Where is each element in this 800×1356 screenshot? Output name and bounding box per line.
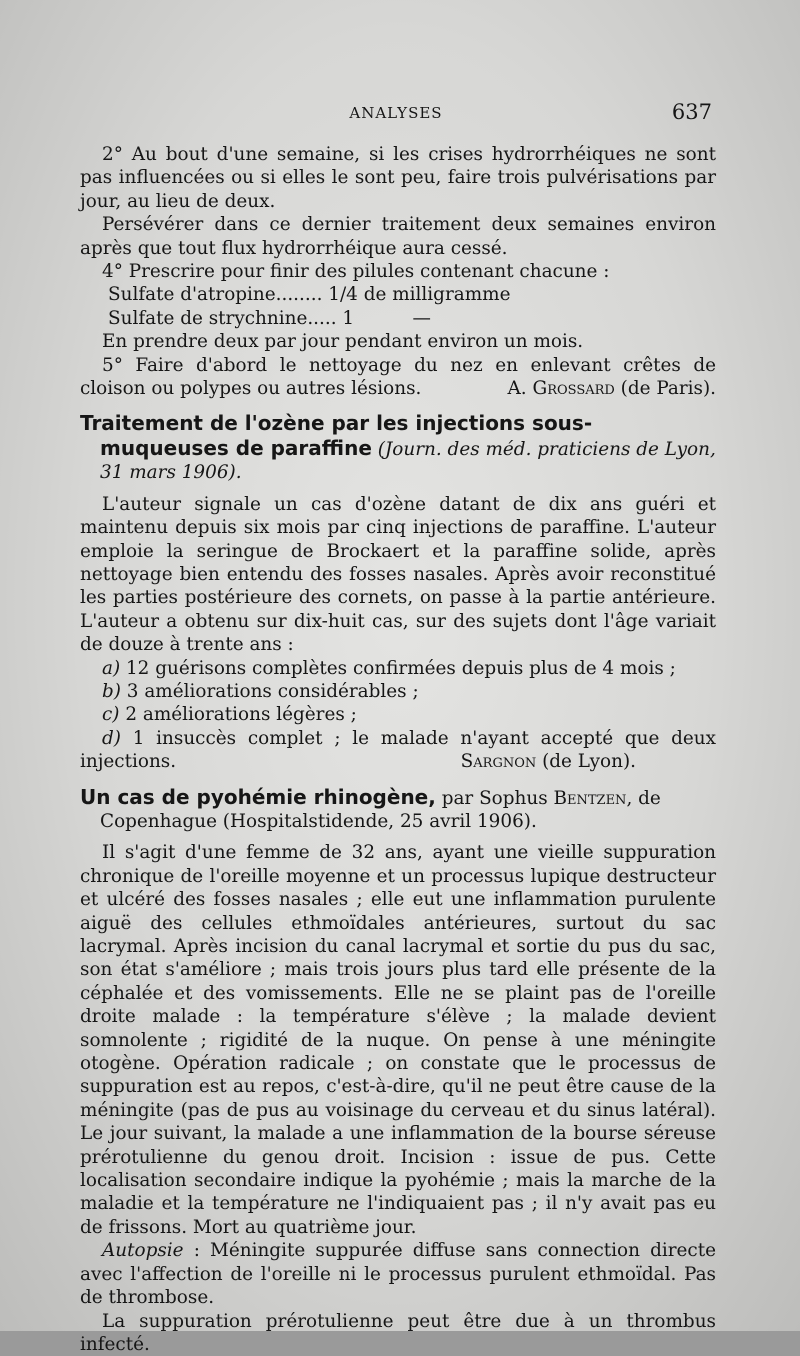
list-item-label: d) (102, 728, 121, 749)
author-signature (439, 750, 636, 773)
autopsy-label: Autopsie (102, 1240, 184, 1261)
paragraph (80, 354, 716, 401)
list-item-text: 1 insuccès complet ; le malade n'ayant accepté que deux injections. (80, 728, 716, 772)
list-item-text: 3 améliorations considérables ; (121, 681, 419, 702)
article-source: (Journ. des méd. praticiens de Lyon, 31 mars 1906). (100, 439, 716, 483)
article-heading (80, 412, 716, 484)
article-heading (80, 786, 716, 834)
prescription-line: Sulfate d'atropine........ 1/4 de milligramme (80, 283, 716, 306)
paragraph: La suppuration prérotulienne peut être due à un thrombus infecté. (80, 1310, 716, 1356)
article-author: Bentzen (553, 788, 626, 809)
paragraph-text: : Méningite suppurée diffuse sans connection directe avec l'affection de l'oreille ni le processus purulent ethmoïdal. Pas de thrombose. (80, 1240, 716, 1308)
author-place: (de Lyon). (536, 751, 636, 772)
author-signature (486, 377, 716, 400)
paragraph-text: 5° Faire d'abord le nettoyage du nez en enlevant crêtes de cloison ou polypes ou autres lésions. (80, 355, 716, 399)
list-item (80, 680, 716, 703)
paragraph: Il s'agit d'une femme de 32 ans, ayant une vieille suppuration chronique de l'oreille moyenne et un processus lupique destructeur et ulcéré des fosses nasales ; elle eut une inflammation purulente aiguë des cellules ethmoïdales antérieures, surtout du sac lacrymal. Après incision du canal lacrymal et sortie du pus du sac, son état s'améliore ; mais trois jours plus tard elle présente de la céphalée et des vomissements. Elle ne se plaint pas de l'oreille droite malade : la température s'élève ; la malade devient somnolente ; rigidité de la nuque. On pense à une méningite otogène. Opération radicale ; on constate que le processus de suppuration est au repos, c'est-à-dire, qu'il ne peut être cause de la méningite (pas de pus au voisinage du cerveau et du sinus latéral). Le jour suivant, la malade a une inflammation de la bourse séreuse prérotulienne du genou droit. Incision : issue de pus. Cette localisation secondaire indique la pyohémie ; mais la marche de la maladie et la température ne l'indiquaient pas ; il n'y avait pas eu de frissons. Mort au quatrième jour. (80, 841, 716, 1239)
page-header (80, 100, 712, 128)
list-item-label: c) (102, 704, 119, 725)
list-item-label: a) (102, 658, 120, 679)
page-body (80, 143, 716, 1356)
paragraph: 4° Prescrire pour finir des pilules contenant chacune : (80, 260, 716, 283)
running-head: ANALYSES (80, 104, 712, 122)
author-name: Sargnon (461, 751, 537, 772)
paragraph: 2° Au bout d'une semaine, si les crises hydrorrhéiques ne sont pas influencées ou si elles le sont peu, faire trois pulvérisations par jour, au lieu de deux. (80, 143, 716, 213)
paragraph: L'auteur signale un cas d'ozène datant de dix ans guéri et maintenu depuis six mois par cinq injections de paraffine. L'auteur emploie la seringue de Brockaert et la paraffine solide, après nettoyage bien entendu des fosses nasales. Après avoir reconstitué les parties postérieure des cornets, on passe à la partie antérieure. L'auteur a obtenu sur dix-huit cas, sur des sujets dont l'âge variait de douze à trente ans : (80, 493, 716, 657)
list-item (80, 703, 716, 726)
paragraph (80, 1239, 716, 1309)
page-number: 637 (672, 100, 712, 124)
list-item-label: b) (102, 681, 121, 702)
author-name: A. Grossard (508, 378, 615, 399)
list-item-text: 2 améliorations légères ; (119, 704, 356, 725)
paragraph: Persévérer dans ce dernier traitement deux semaines environ après que tout flux hydrorrhéique aura cessé. (80, 213, 716, 260)
article-title: Traitement de l'ozène par les injections sous-muqueuses de paraffine (80, 411, 592, 459)
prescription-line: Sulfate de strychnine..... 1 — (80, 307, 716, 330)
author-place: (de Paris). (615, 378, 716, 399)
list-item (80, 727, 716, 774)
list-item-text: 12 guérisons complètes confirmées depuis plus de 4 mois ; (120, 658, 676, 679)
article-byline: par Sophus (436, 788, 554, 809)
list-item (80, 657, 716, 680)
article-title: Un cas de pyohémie rhinogène, (80, 785, 436, 809)
article-source: , de Copenhague (Hospitalstidende, 25 avril 1906). (100, 788, 661, 832)
paragraph: En prendre deux par jour pendant environ un mois. (80, 330, 716, 353)
